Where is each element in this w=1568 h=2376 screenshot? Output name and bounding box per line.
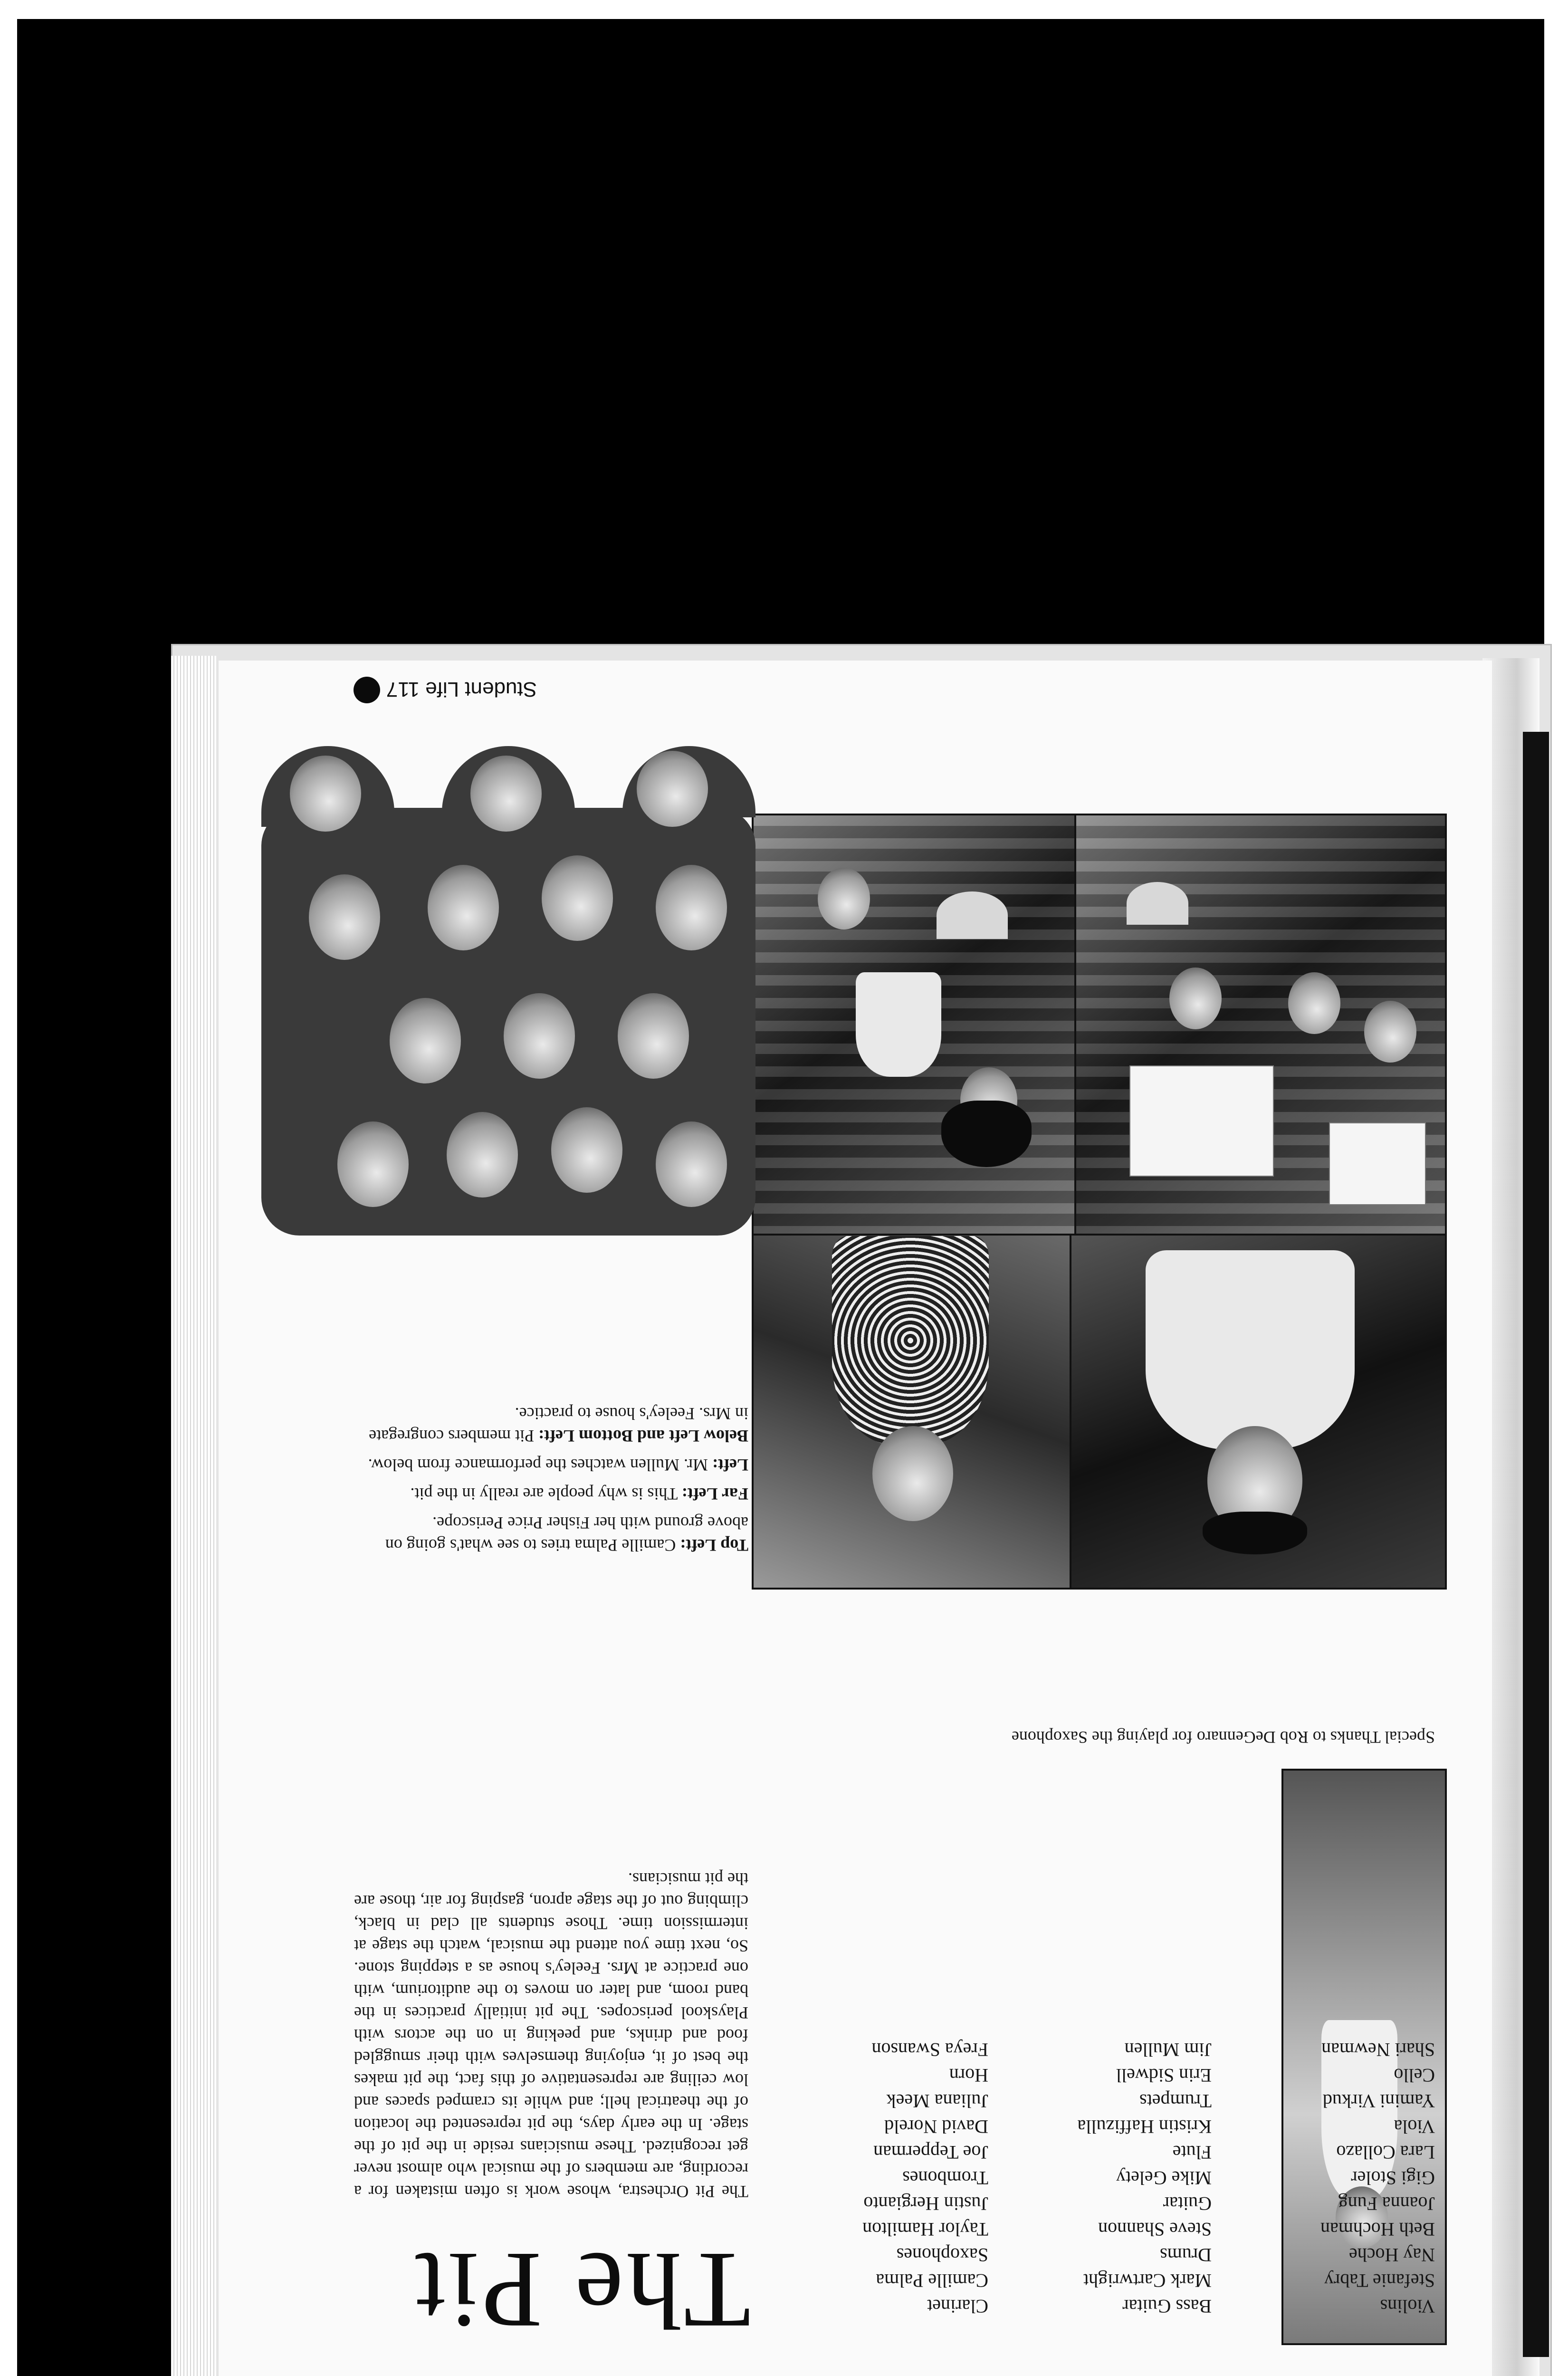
- roster-column-left: [1320, 2037, 1435, 2319]
- roster-name: Justin Hergianto: [863, 2193, 988, 2214]
- roster-name: Kristin Haffizulla: [1077, 2116, 1212, 2137]
- roster-name: Joe Tepperman: [873, 2142, 988, 2163]
- photo-mr-mullen: [752, 1232, 1071, 1590]
- roster-name: Beth Hochman: [1320, 2219, 1435, 2240]
- roster-name: Taylor Hamilton: [862, 2219, 988, 2240]
- photo-practice-room: [1072, 814, 1447, 1236]
- roster-heading: Viola: [1394, 2116, 1435, 2137]
- folio-bullet: [354, 677, 380, 703]
- roster-heading: Clarinet: [927, 2296, 988, 2317]
- special-thanks: Special Thanks to Rob DeGennaro for playing the Saxophone: [1011, 1728, 1435, 1747]
- roster-name: Steve Shannon: [1098, 2219, 1212, 2240]
- page-title: The Pit: [412, 2230, 751, 2351]
- roster-name: Stefanie Tabry: [1324, 2270, 1435, 2291]
- caption-text: Mr. Mullen watches the performance from below.: [368, 1456, 708, 1475]
- roster-name: Lara Collazo: [1336, 2142, 1435, 2163]
- roster-name: Erin Sidwell: [1116, 2065, 1212, 2086]
- intro-paragraph: The Pit Orchestra, whose work is often mistaken for a recording, are members of the musical who almost never get recognized. These musicians reside in the pit of the stage. In the early days, the pit represented the location of the theatrical hell; and while its cramped spaces and low ceiling are representative of this fact, the pit makes the best of it, enjoying themselves with their smuggled food and drinks, and peeking in on the actors with Playskool periscopes. The pit initially practices in the band room, and later on moves to the auditorium, with one practice at Mrs. Feeley's house as a stepping stone. So, next time you attend the musical, watch the stage at intermission time. Those students all clad in black, climbing out of the stage apron, gasping for air, those are the pit musicians.: [354, 1869, 748, 2201]
- scanner-edge-left: [0, 0, 17, 2376]
- roster-heading: Violins: [1380, 2296, 1435, 2317]
- caption-label: Below Left and Bottom Left:: [538, 1427, 748, 1446]
- caption-label: Left:: [712, 1456, 748, 1475]
- yearbook-page: [219, 661, 1492, 2376]
- roster-name: Camille Palma: [876, 2270, 988, 2291]
- roster-heading: Flute: [1172, 2142, 1212, 2163]
- roster-name: Gigi Stoler: [1351, 2167, 1435, 2189]
- roster-heading: Cello: [1394, 2065, 1435, 2086]
- roster-name: Jim Mullen: [1124, 2039, 1212, 2060]
- roster-name: Mark Cartwright: [1083, 2270, 1212, 2291]
- page-folio: Student Life 117: [386, 678, 537, 701]
- photo-practice-guitar: [752, 814, 1076, 1236]
- facing-page-edge: [1523, 732, 1549, 2357]
- roster-name: Shari Newman: [1321, 2039, 1435, 2060]
- roster-heading: Saxophones: [896, 2244, 988, 2266]
- roster-heading: Bass Guitar: [1122, 2296, 1212, 2317]
- roster-name: Juliana Meek: [886, 2090, 988, 2112]
- roster-name: Nay Hoche: [1348, 2244, 1435, 2266]
- caption-top-left: [354, 1512, 748, 1556]
- caption-below-left: [354, 1402, 748, 1447]
- caption-label: Far Left:: [681, 1485, 748, 1504]
- roster-heading: Trumpets: [1139, 2090, 1212, 2112]
- roster-name: Freya Swanson: [871, 2039, 988, 2060]
- photo-mug-musician: [1068, 1232, 1447, 1590]
- page-edges: [171, 656, 216, 2376]
- roster-heading: Trombones: [902, 2167, 988, 2189]
- caption-text: Pit members congregate in Mrs. Feeley's house to practice.: [369, 1404, 748, 1446]
- roster-name: Joanna Fung: [1338, 2193, 1435, 2214]
- roster-column-middle: [1077, 2037, 1212, 2319]
- photo-captions: [354, 1396, 748, 1556]
- page-content: [219, 661, 1492, 2376]
- caption-label: Top Left:: [680, 1536, 748, 1555]
- roster-heading: Guitar: [1163, 2193, 1212, 2214]
- caption-text: Camille Palma tries to see what's going on above ground with her Fisher Price Periscope.: [385, 1514, 748, 1555]
- roster-heading: Horn: [949, 2065, 988, 2086]
- roster-name: David Noreld: [884, 2116, 988, 2137]
- roster-heading: Drums: [1160, 2244, 1212, 2266]
- roster-name: Yamini Virkud: [1322, 2090, 1435, 2112]
- caption-left: [354, 1454, 748, 1476]
- caption-far-left: [354, 1483, 748, 1505]
- roster-name: Mike Gelety: [1116, 2167, 1212, 2189]
- caption-text: This is why people are really in the pit.: [410, 1485, 678, 1504]
- scanner-edge-top: [0, 0, 1568, 19]
- photo-group-cutout: [261, 746, 755, 1236]
- roster-column-right: [862, 2037, 988, 2319]
